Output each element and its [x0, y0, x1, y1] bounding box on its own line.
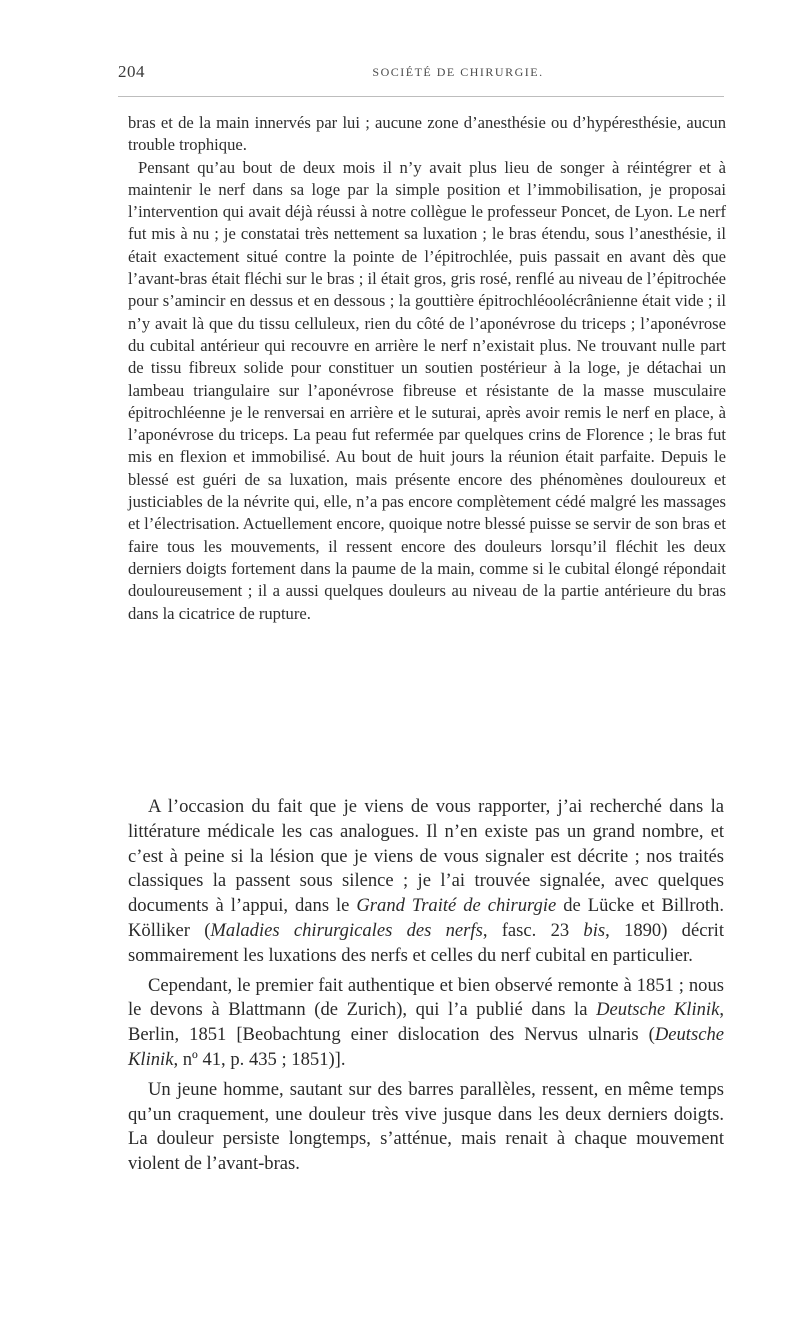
literature-paragraph-2	[128, 974, 724, 1073]
literature-section	[128, 795, 724, 1182]
running-title: SOCIÉTÉ DE CHIRURGIE.	[372, 65, 544, 79]
header-rule	[118, 96, 724, 97]
text-run: Cependant, le premier fait authentique et bien observé remonte à 1851 ; nous le devons à Blattmann (de Zurich), qui l’a publié dans la	[128, 974, 724, 1021]
text-run: , 1890) décrit sommairement les luxations des nerfs et celles du nerf cubital en particulier.	[128, 919, 724, 966]
text-run: A l’occasion du fait que je viens de vous rapporter, j’ai recherché dans la littérature médicale les cas analogues. Il n’en existe pas un grand nombre, et c’est à peine si la lésion que je viens de vous signaler est décrite ; nos traités classiques la passent sous silence ; je l’ai trouvée signalée, avec quelques documents à l’appui, dans le	[128, 796, 724, 917]
case-report-section	[128, 112, 726, 625]
literature-paragraph-1	[128, 795, 724, 969]
text-run: , fasc. 23	[482, 919, 584, 941]
page-header	[118, 62, 726, 86]
case-paragraph-2: Pensant qu’au bout de deux mois il n’y avait plus lieu de songer à réintégrer et à maintenir le nerf dans sa loge par la simple position et l’immobilisation, je proposai l’intervention qui avait déjà réussi à notre collègue le professeur Poncet, de Lyon. Le nerf fut mis à nu ; je constatai très nettement sa luxation ; le bras étendu, sous l’anesthésie, il était exactement situé contre la pointe de l’épitrochlée, puis passait en avant dès que l’avant-bras était fléchi sur le bras ; il était gros, gris rosé, renflé au niveau de l’épitrochée pour s’amincir en dessus et en dessous ; la gouttière épitrochléoolécrânienne était vide ; il n’y avait là que du tissu celluleux, rien du côté de l’aponévrose du triceps ; l’aponévrose du cubital antérieur qui recouvre en arrière le nerf n’existait plus. Ne trouvant nulle part de tissu fibreux solide pour constituer un soutien postérieur à la loge, je détachai un lambeau triangulaire sur l’aponévrose fibreuse et résistante de la masse musculaire épitrochléenne je le renversai en arrière et le suturai, après avoir remis le nerf en place, à l’aponévrose du triceps. La peau fut refermée par quelques crins de Florence ; le bras fut mis en flexion et immobilisé. Au bout de huit jours la réunion était parfaite. Depuis le blessé est guéri de sa luxation, mais présente encore des phénomènes douloureux et justiciables de la névrite qui, elle, n’a pas encore complètement cédé malgré les massages et l’électrisation. Actuellement encore, quoique notre blessé puisse se servir de son bras et faire tous les mouvements, il ressent encore des douleurs lorsqu’il fléchit les deux derniers doigts fortement dans la paume de la main, comme si le cubital élongé répondait douloureusement ; il a aussi quelques douleurs au niveau de la partie antérieure du bras dans la cicatrice de rupture.	[128, 157, 726, 623]
text-run: , nº 41, p. 435 ; 1851)].	[173, 1048, 346, 1070]
case-paragraph-1: bras et de la main innervés par lui ; aucune zone d’anesthésie ou d’hypéresthésie, aucun trouble trophique.	[128, 113, 726, 155]
literature-paragraph-3: Un jeune homme, sautant sur des barres parallèles, ressent, en même temps qu’un craquement, une douleur très vive jusque dans les deux derniers doigts. La douleur persiste longtemps, s’atténue, mais renait à chaque mouvement violent de l’avant-bras.	[128, 1078, 724, 1175]
journal-title-deutsche-klinik: Deutsche Klinik	[596, 999, 720, 1021]
page-number: 204	[118, 62, 145, 81]
text-run: , Berlin, 1851 [Beobachtung einer dislocation des Nervus ulnaris (	[128, 999, 724, 1046]
bis-italic: bis	[583, 919, 606, 941]
journal-title-deutsche-klinik-citation: Deutsche Klinik	[128, 1024, 724, 1070]
book-title-grand-traite: Grand Traité de chirurgie	[356, 895, 557, 917]
text-run: de Lücke et Billroth. Kölliker (	[128, 895, 724, 941]
book-title-maladies: Maladies chirurgicales des nerfs	[210, 919, 483, 941]
